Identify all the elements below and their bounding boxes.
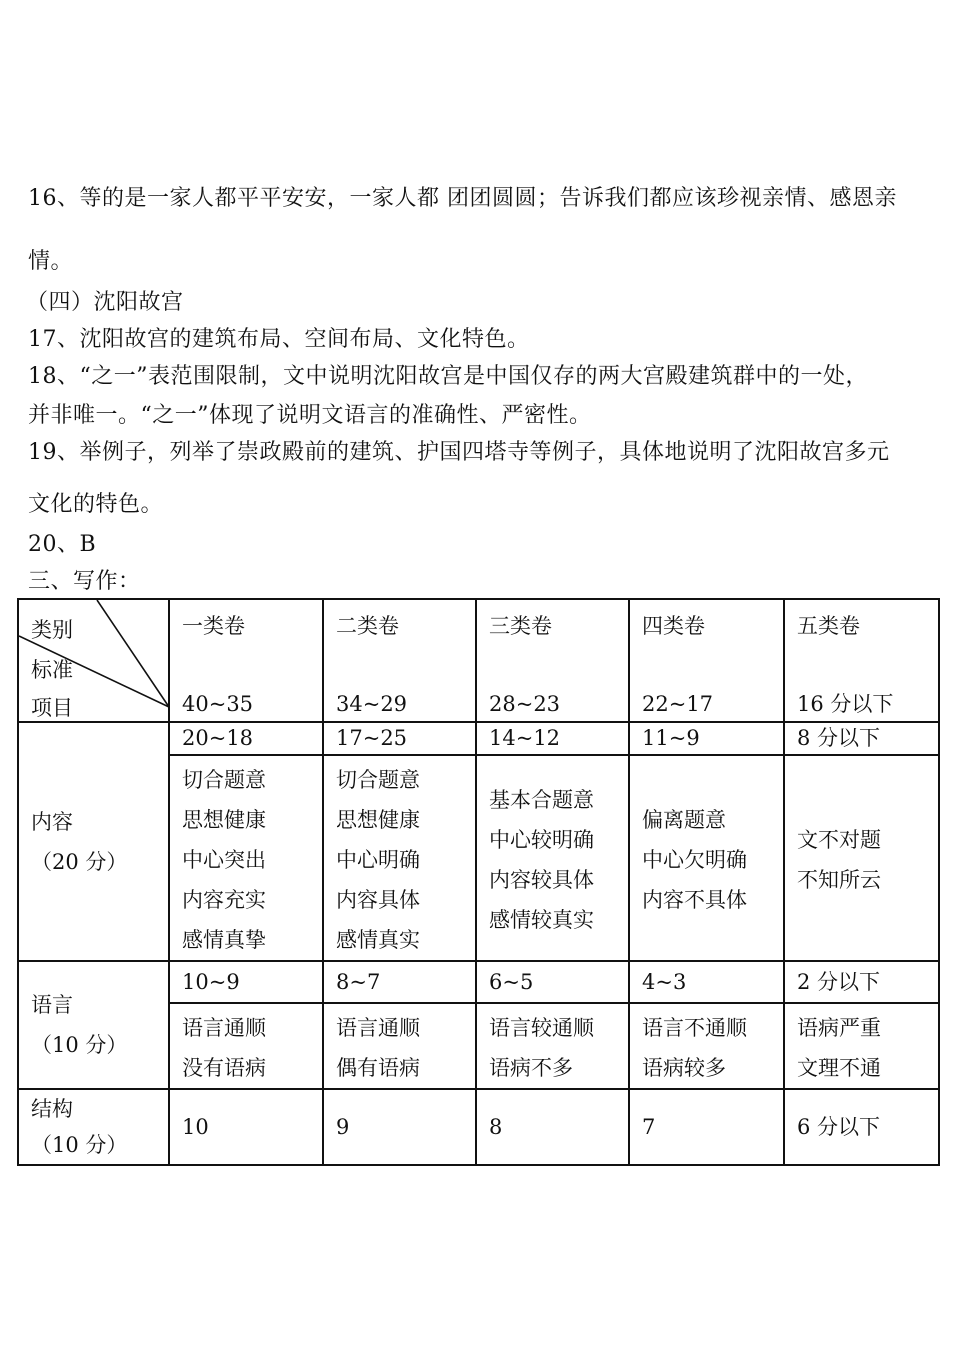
language-points: （10 分） bbox=[31, 1033, 128, 1057]
criterion: 中心明确 bbox=[336, 848, 420, 872]
grade-title: 一类卷 bbox=[182, 614, 245, 638]
rubric-corner-cell bbox=[18, 599, 169, 722]
criterion: 感情真挚 bbox=[182, 928, 266, 952]
criterion: 没有语病 bbox=[182, 1056, 266, 1080]
corner-label-standard: 标准 bbox=[31, 658, 73, 682]
answer-q16-line2: 情。 bbox=[28, 249, 74, 274]
grade-column-5 bbox=[784, 599, 939, 722]
language-score: 8~7 bbox=[323, 961, 476, 1003]
grade-title: 四类卷 bbox=[642, 614, 705, 638]
criterion: 语言通顺 bbox=[182, 1016, 266, 1040]
grade-column-2 bbox=[323, 599, 476, 722]
writing-rubric-table bbox=[17, 598, 940, 1166]
structure-points: （10 分） bbox=[31, 1133, 128, 1157]
grade-column-1 bbox=[169, 599, 323, 722]
content-score: 14~12 bbox=[476, 722, 629, 755]
criterion: 基本合题意 bbox=[489, 788, 594, 812]
language-criteria-4 bbox=[629, 1003, 784, 1089]
grade-range: 16 分以下 bbox=[797, 692, 894, 716]
criterion: 语言较通顺 bbox=[489, 1016, 594, 1040]
criterion: 内容较具体 bbox=[489, 868, 594, 892]
criterion: 偏离题意 bbox=[642, 808, 726, 832]
grade-range: 28~23 bbox=[489, 692, 561, 716]
structure-score: 9 bbox=[323, 1089, 476, 1165]
section-heading-shenyang-palace: （四）沈阳故宫 bbox=[26, 290, 184, 315]
language-score-row bbox=[18, 961, 939, 1003]
criterion: 思想健康 bbox=[336, 808, 420, 832]
content-label: 内容 bbox=[31, 809, 73, 834]
criterion: 内容具体 bbox=[336, 888, 420, 912]
content-score: 20~18 bbox=[169, 722, 323, 755]
grade-range: 22~17 bbox=[642, 692, 714, 716]
criterion: 切合题意 bbox=[182, 768, 266, 792]
language-criteria-3 bbox=[476, 1003, 629, 1089]
content-points: （20 分） bbox=[31, 849, 128, 874]
criterion: 内容不具体 bbox=[642, 888, 747, 912]
criterion: 文理不通 bbox=[797, 1056, 881, 1080]
answer-q16-line1: 16、等的是一家人都平平安安，一家人都 团团圆圆；告诉我们都应该珍视亲情、感恩亲 bbox=[28, 186, 897, 211]
grade-column-4 bbox=[629, 599, 784, 722]
language-label: 语言 bbox=[31, 993, 73, 1017]
grade-title: 五类卷 bbox=[797, 614, 860, 638]
criterion: 思想健康 bbox=[182, 808, 266, 832]
criterion: 文不对题 bbox=[797, 828, 881, 852]
structure-score: 10 bbox=[169, 1089, 323, 1165]
criterion: 切合题意 bbox=[336, 768, 420, 792]
criterion: 中心欠明确 bbox=[642, 848, 747, 872]
answer-q19-line2: 文化的特色。 bbox=[28, 492, 164, 517]
structure-score: 8 bbox=[476, 1089, 629, 1165]
corner-label-category: 类别 bbox=[31, 618, 73, 642]
answer-q17: 17、沈阳故宫的建筑布局、空间布局、文化特色。 bbox=[28, 327, 530, 352]
corner-label-item: 项目 bbox=[31, 696, 73, 720]
grade-range: 40~35 bbox=[182, 692, 254, 716]
content-score-row bbox=[18, 722, 939, 755]
language-criteria-5 bbox=[784, 1003, 939, 1089]
language-score: 4~3 bbox=[629, 961, 784, 1003]
structure-label-cell bbox=[18, 1089, 169, 1165]
content-criteria-3 bbox=[476, 755, 629, 961]
structure-label: 结构 bbox=[31, 1097, 73, 1121]
language-score: 2 分以下 bbox=[784, 961, 939, 1003]
criterion: 语言通顺 bbox=[336, 1016, 420, 1040]
criterion: 偶有语病 bbox=[336, 1056, 420, 1080]
answer-q19-line1: 19、举例子，列举了崇政殿前的建筑、护国四塔寺等例子，具体地说明了沈阳故宫多元 bbox=[28, 440, 890, 465]
criterion: 内容充实 bbox=[182, 888, 266, 912]
criterion: 不知所云 bbox=[797, 868, 881, 892]
criterion: 语病较多 bbox=[642, 1056, 726, 1080]
content-score: 17~25 bbox=[323, 722, 476, 755]
language-score: 10~9 bbox=[169, 961, 323, 1003]
content-criteria-4 bbox=[629, 755, 784, 961]
criterion: 语言不通顺 bbox=[642, 1016, 747, 1040]
criterion: 感情较真实 bbox=[489, 908, 594, 932]
content-criteria-5 bbox=[784, 755, 939, 961]
language-criteria-2 bbox=[323, 1003, 476, 1089]
grade-title: 二类卷 bbox=[336, 614, 399, 638]
content-score: 11~9 bbox=[629, 722, 784, 755]
grade-column-3 bbox=[476, 599, 629, 722]
criterion: 中心较明确 bbox=[489, 828, 594, 852]
grade-title: 三类卷 bbox=[489, 614, 552, 638]
rubric-header-row bbox=[18, 599, 939, 722]
criterion: 中心突出 bbox=[182, 848, 266, 872]
structure-row bbox=[18, 1089, 939, 1165]
answer-q18-line1: 18、“之一”表范围限制，文中说明沈阳故宫是中国仅存的两大宫殿建筑群中的一处， bbox=[28, 364, 868, 389]
answer-q18-line2: 并非唯一。“之一”体现了说明文语言的准确性、严密性。 bbox=[28, 403, 592, 428]
criterion: 感情真实 bbox=[336, 928, 420, 952]
answer-q20: 20、B bbox=[28, 532, 97, 557]
language-label-cell bbox=[18, 961, 169, 1089]
structure-score: 6 分以下 bbox=[784, 1089, 939, 1165]
section-heading-writing: 三、写作： bbox=[28, 569, 141, 594]
criterion: 语病严重 bbox=[797, 1016, 881, 1040]
content-criteria-2 bbox=[323, 755, 476, 961]
language-criteria-1 bbox=[169, 1003, 323, 1089]
content-score: 8 分以下 bbox=[784, 722, 939, 755]
criterion: 语病不多 bbox=[489, 1056, 573, 1080]
grade-range: 34~29 bbox=[336, 692, 408, 716]
language-score: 6~5 bbox=[476, 961, 629, 1003]
content-criteria-1 bbox=[169, 755, 323, 961]
structure-score: 7 bbox=[629, 1089, 784, 1165]
content-label-cell bbox=[18, 722, 169, 961]
